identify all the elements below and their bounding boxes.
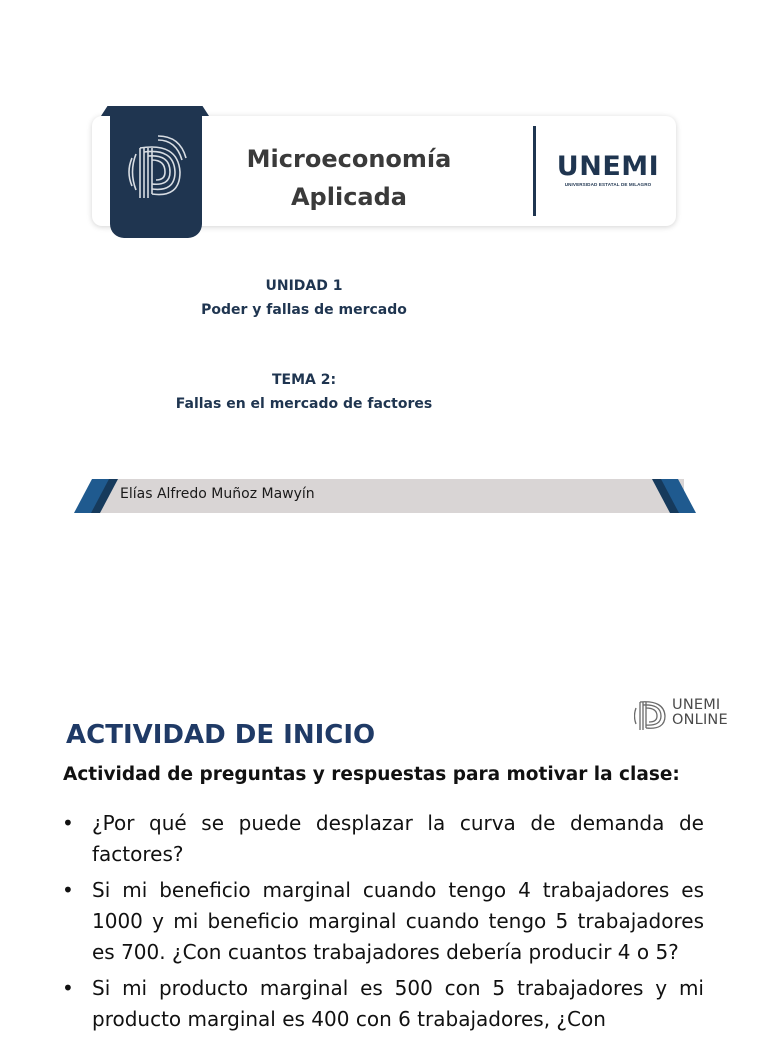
bullet-icon: • [62,811,74,835]
university-emblem-icon [118,128,194,214]
topic-name: Fallas en el mercado de factores [175,396,433,412]
author-name: Elías Alfredo Muñoz Mawyín [120,486,315,502]
question-item [62,875,704,968]
unit-label: UNIDAD 1 [265,278,343,294]
question-text: Si mi beneficio marginal cuando tengo 4 trabajadores es 1000 y mi beneficio marginal cuando tengo 5 trabajadores es 700. ¿Con cuantos trabajadores debería producir 4 o 5? [92,878,704,964]
unemi-logo [556,152,660,188]
activity-slide [0,676,768,1031]
card-divider [533,126,536,216]
unemi-online-emblem-icon [634,696,670,734]
unemi-online-line1: UNEMI [672,697,721,713]
unit-name: Poder y fallas de mercado [201,302,407,318]
topic-label: TEMA 2: [271,372,337,388]
course-title-line2: Aplicada [290,183,407,211]
unemi-online-line2: ONLINE [672,712,728,728]
question-text: Si mi producto marginal es 500 con 5 trabajadores y mi producto marginal es 400 con 6 trabajadores, ¿Con [92,976,704,1031]
bullet-icon: • [62,878,74,902]
unemi-logo-subtitle: UNIVERSIDAD ESTATAL DE MILAGRO [564,182,652,187]
question-list [62,808,704,1040]
activity-title: ACTIVIDAD DE INICIO [66,720,376,750]
unemi-logo-text: UNEMI [556,151,660,182]
unemi-online-text [672,698,728,728]
author-bar [74,479,696,513]
question-item [62,973,704,1035]
university-emblem [110,106,202,238]
course-title-line1: Microeconomía [246,145,452,173]
bullet-icon: • [62,976,74,1000]
question-text: ¿Por qué se puede desplazar la curva de demanda de factores? [92,811,704,866]
activity-subtitle: Actividad de preguntas y respuestas para motivar la clase: [63,764,680,785]
question-item [62,808,704,870]
topic-heading [150,368,458,416]
unemi-online-logo [634,696,746,736]
course-title [232,140,466,216]
unit-heading [150,274,458,322]
